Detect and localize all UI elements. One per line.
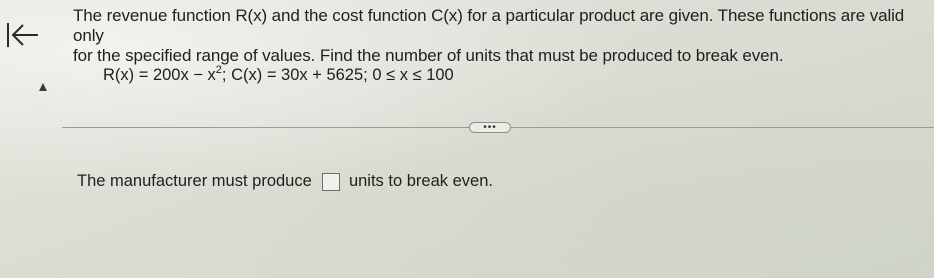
problem-line-1: The revenue function R(x) and the cost function C(x) for a particular product are given. These functions are valid only xyxy=(73,6,905,45)
equation-revenue: R(x) = 200x − x xyxy=(103,66,216,84)
back-arrow-icon[interactable] xyxy=(5,20,41,50)
problem-statement xyxy=(73,6,928,66)
answer-suffix: units to break even. xyxy=(344,172,493,190)
answer-input[interactable] xyxy=(322,173,340,191)
equation-cost-and-domain: ; C(x) = 30x + 5625; 0 ≤ x ≤ 100 xyxy=(221,66,454,84)
problem-line-2: for the specified range of values. Find the number of units that must be produced to break even. xyxy=(73,46,784,65)
collapse-triangle-icon[interactable] xyxy=(38,82,48,92)
more-options-button[interactable]: ••• xyxy=(469,122,511,133)
function-equations xyxy=(103,66,454,85)
equation-exponent: 2 xyxy=(215,64,222,76)
answer-prefix: The manufacturer must produce xyxy=(77,172,317,190)
answer-row xyxy=(77,172,493,191)
